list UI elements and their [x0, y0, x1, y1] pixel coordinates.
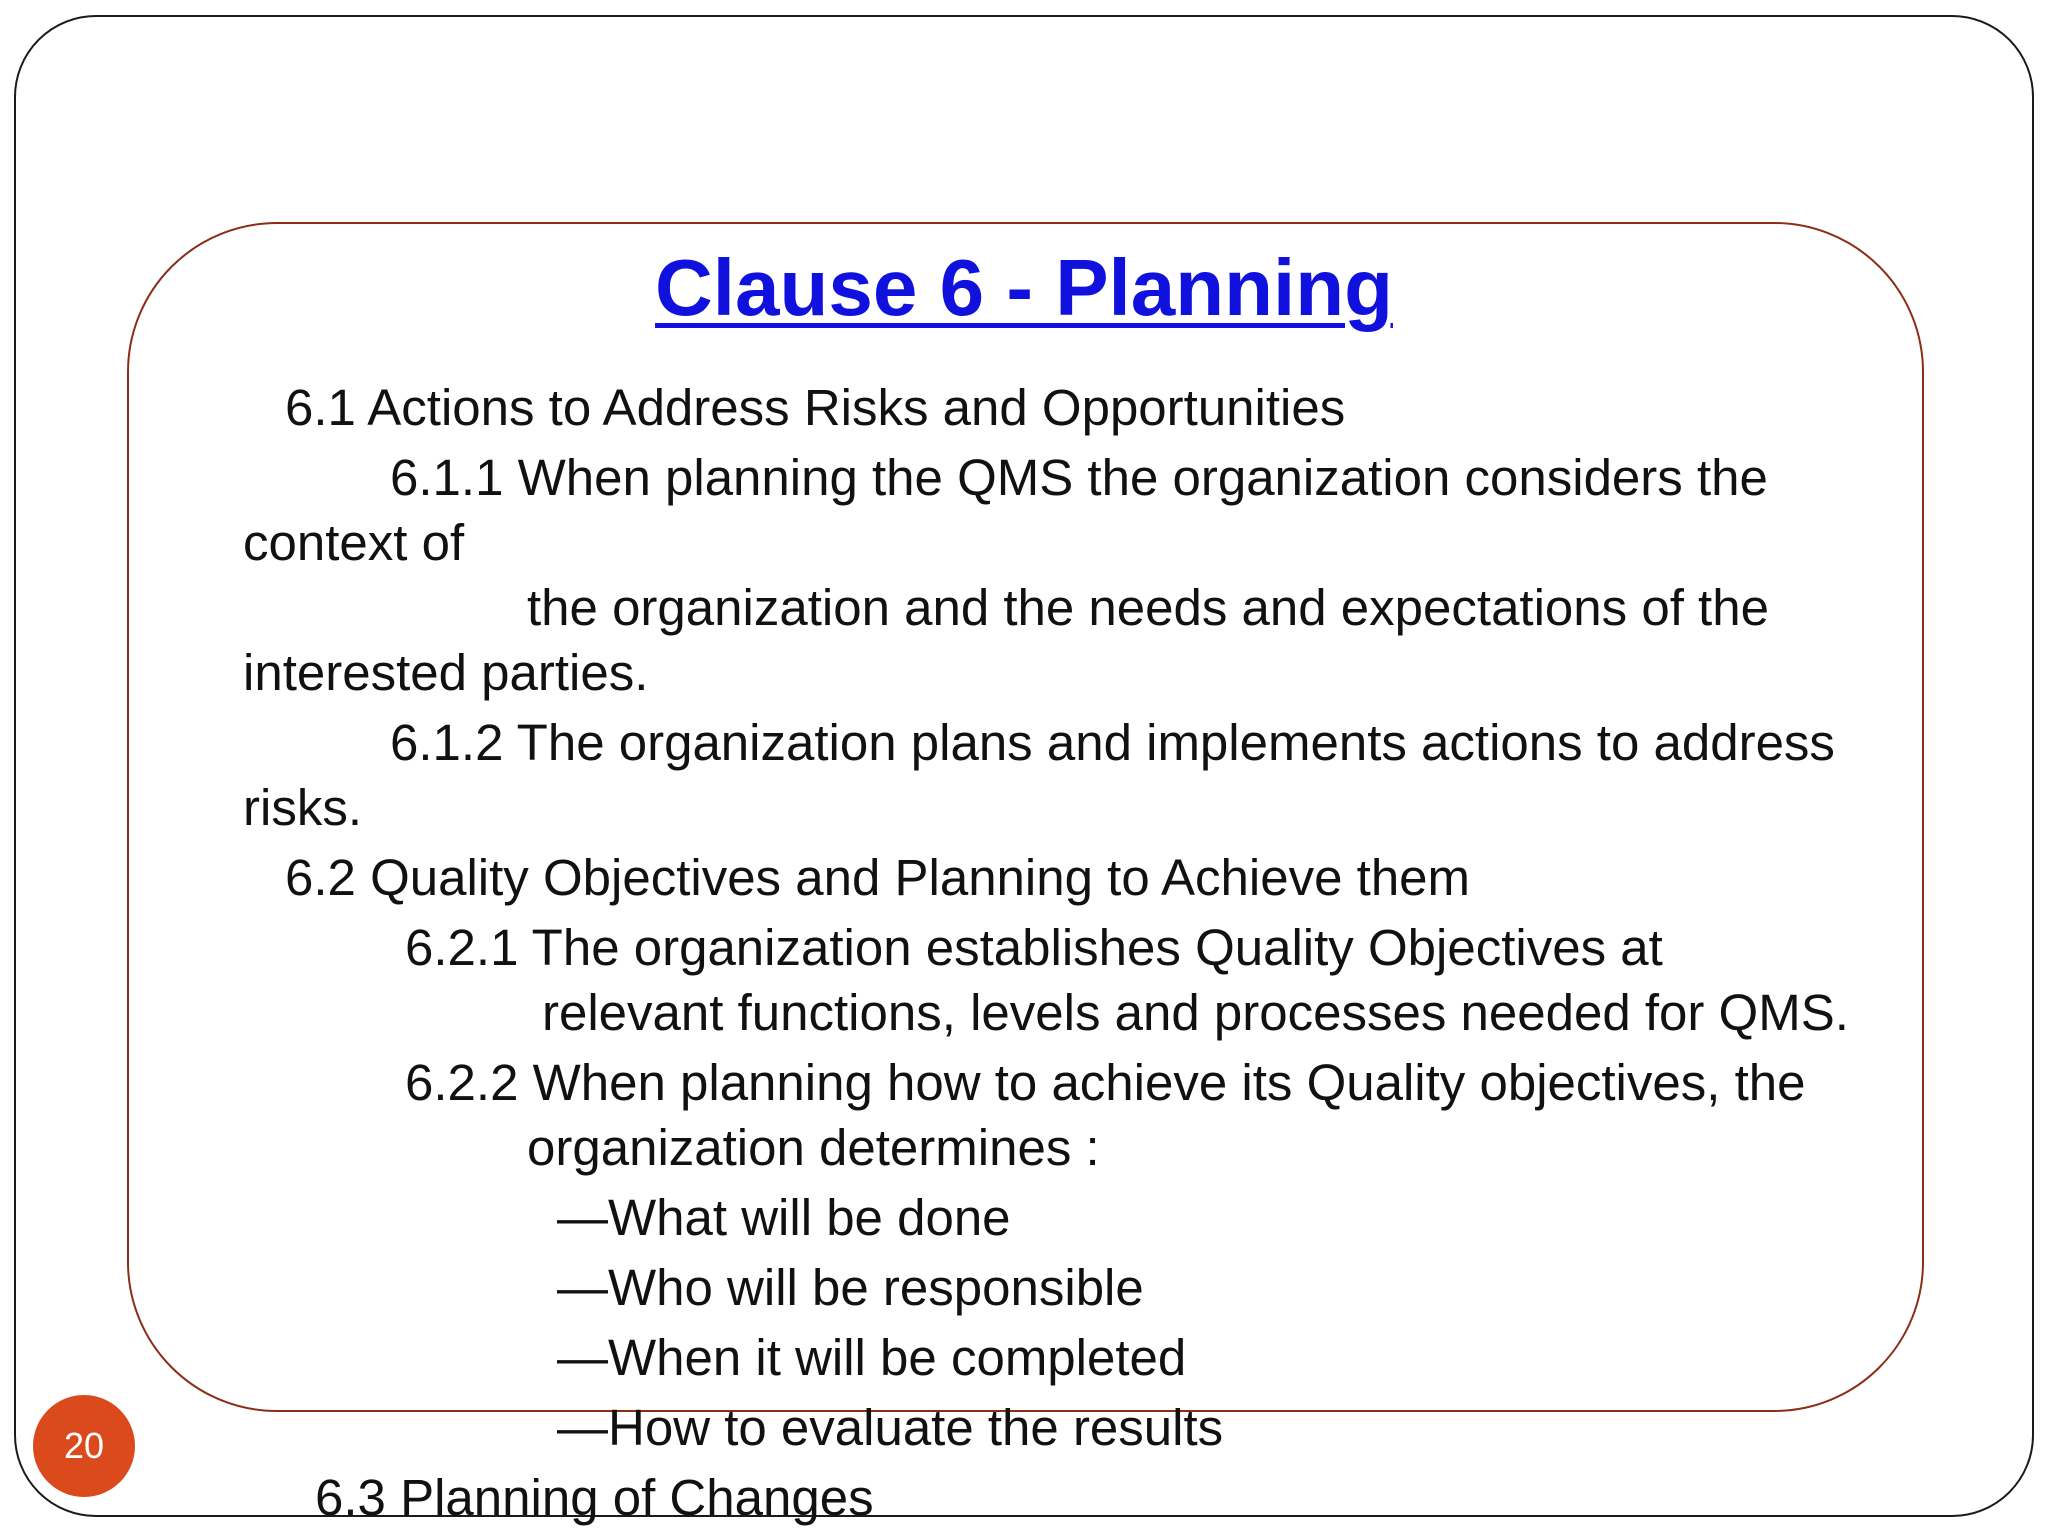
clause-6-1-2-text: 6.1.2 The organization plans and implements actions to address [390, 714, 1835, 771]
clause-6-2-2-text: 6.2.2 When planning how to achieve its Quality objectives, the [405, 1054, 1806, 1111]
clause-6-3-heading: 6.3 Planning of Changes [315, 1469, 874, 1526]
clause-6-1-1-text-indent: the organization and the needs and expectations of the [527, 579, 1769, 636]
clause-6-1-1-text-end: interested parties. [243, 644, 649, 701]
clause-6-2-1-text: 6.2.1 The organization establishes Quality Objectives at [405, 919, 1663, 976]
bullet-when: —When it will be completed [557, 1329, 1187, 1386]
clause-6-2-1-text-cont: relevant functions, levels and processes needed for QMS. [542, 984, 1849, 1041]
clause-6-1-1-text: 6.1.1 When planning the QMS the organization considers the [390, 449, 1768, 506]
clause-6-1-heading: 6.1 Actions to Address Risks and Opportunities [285, 379, 1346, 436]
clause-6-2-heading: 6.2 Quality Objectives and Planning to Achieve them [285, 849, 1471, 906]
bullet-who: —Who will be responsible [557, 1259, 1144, 1316]
page-number-badge: 20 [33, 1395, 135, 1497]
slide-title: Clause 6 - Planning [655, 243, 1393, 332]
clause-6-2-2-text-cont: organization determines : [527, 1119, 1100, 1176]
bullet-what: —What will be done [557, 1189, 1011, 1246]
clause-6-1-2-text-end: risks. [243, 779, 362, 836]
clause-6-1-1-text-cont: context of [243, 514, 465, 571]
bullet-how: —How to evaluate the results [557, 1399, 1224, 1456]
